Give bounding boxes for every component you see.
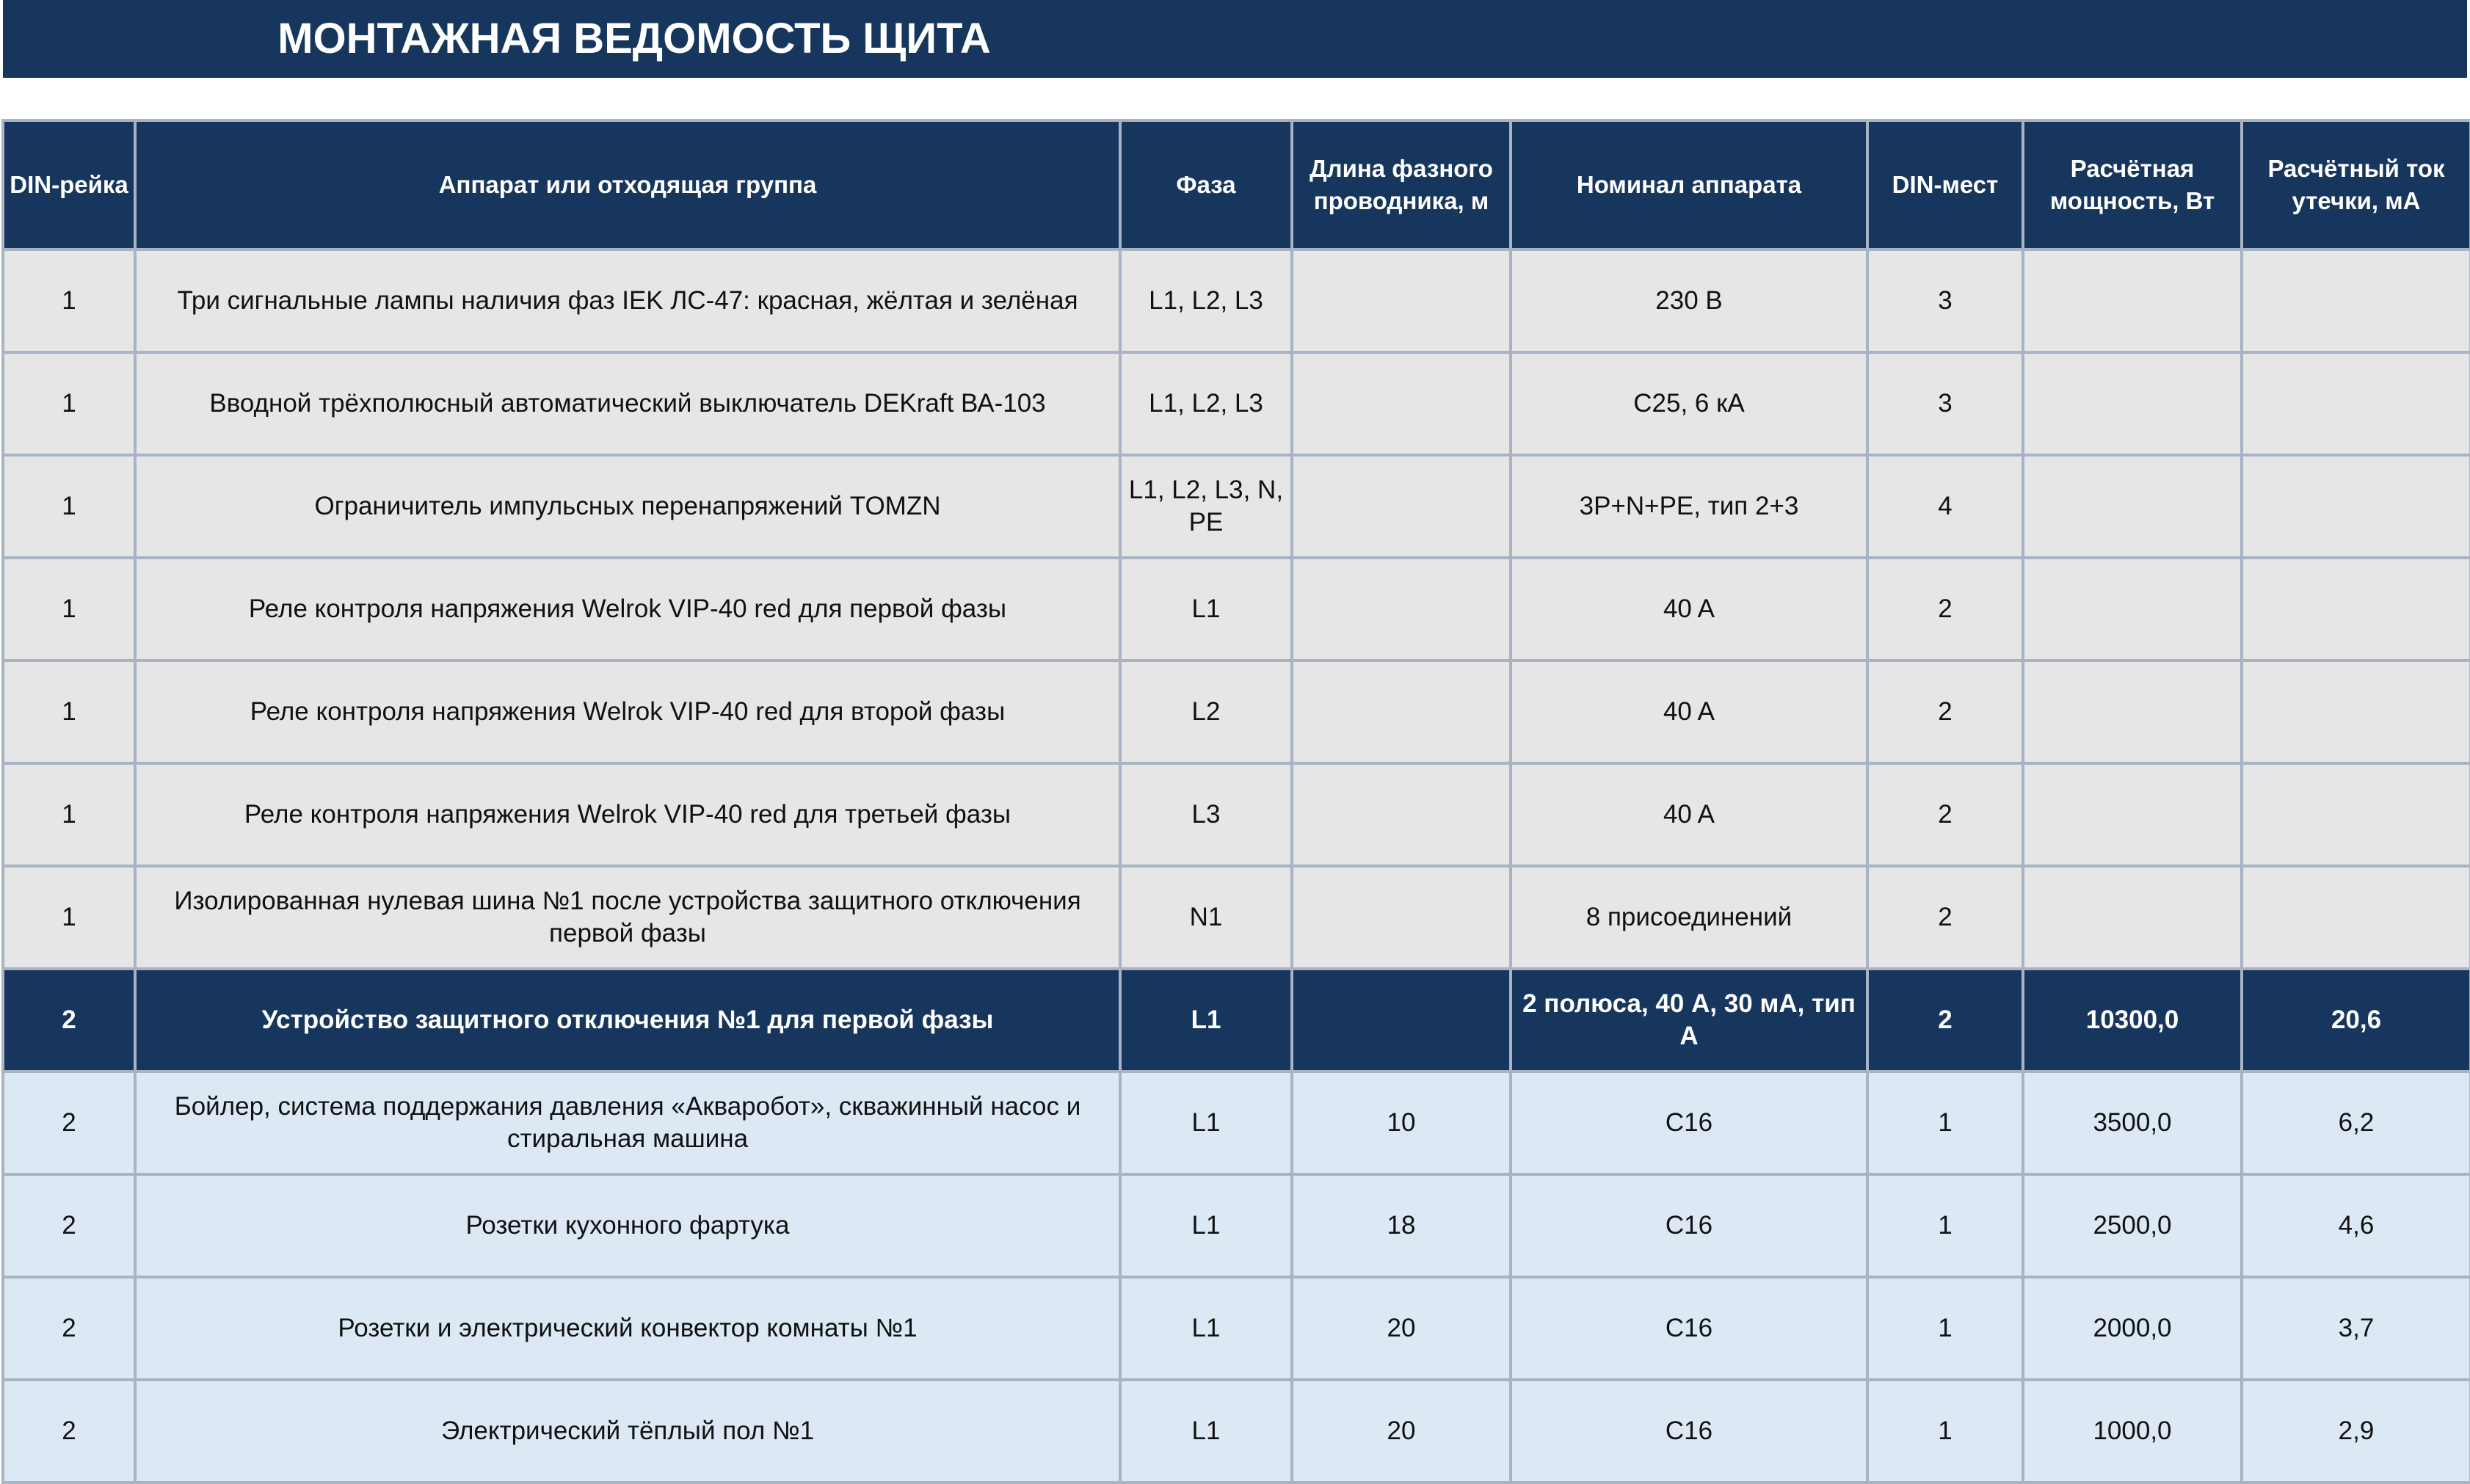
table-row (3, 558, 2470, 661)
cell-rating[interactable]: 40 A (1511, 763, 1867, 866)
col-power[interactable]: Расчётная мощность, Вт (2023, 120, 2242, 250)
cell-wire-length[interactable] (1292, 455, 1511, 558)
cell-phase[interactable]: L1 (1120, 558, 1292, 661)
cell-rating[interactable]: 230 В (1511, 250, 1867, 352)
cell-leakage[interactable] (2242, 455, 2470, 558)
cell-phase[interactable]: L2 (1120, 661, 1292, 763)
cell-din-rail[interactable]: 1 (3, 661, 135, 763)
cell-leakage[interactable] (2242, 558, 2470, 661)
table-row (3, 866, 2470, 969)
table-row (3, 455, 2470, 558)
cell-phase[interactable]: L1 (1120, 1174, 1292, 1277)
cell-wire-length[interactable] (1292, 352, 1511, 455)
table-row (3, 661, 2470, 763)
cell-wire-length[interactable]: 18 (1292, 1174, 1511, 1277)
cell-rating[interactable]: 40 A (1511, 661, 1867, 763)
cell-wire-length[interactable] (1292, 866, 1511, 969)
cell-leakage[interactable] (2242, 250, 2470, 352)
mounting-table (1, 119, 2470, 1484)
cell-din-places[interactable]: 1 (1867, 1072, 2023, 1174)
cell-wire-length[interactable]: 20 (1292, 1380, 1511, 1483)
cell-device[interactable]: Ограничитель импульсных перенапряжений TOMZN (135, 455, 1120, 558)
cell-wire-length[interactable] (1292, 763, 1511, 866)
cell-rating[interactable]: C16 (1511, 1277, 1867, 1380)
cell-din-places[interactable]: 2 (1867, 558, 2023, 661)
cell-power[interactable]: 2500,0 (2023, 1174, 2242, 1277)
cell-rating[interactable]: 3P+N+PE, тип 2+3 (1511, 455, 1867, 558)
cell-power[interactable] (2023, 352, 2242, 455)
cell-din-rail[interactable]: 2 (3, 1380, 135, 1483)
cell-phase[interactable]: L1, L2, L3 (1120, 250, 1292, 352)
cell-phase[interactable]: L1, L2, L3, N, PE (1120, 455, 1292, 558)
cell-leakage[interactable] (2242, 763, 2470, 866)
col-wire-length[interactable]: Длина фазного проводника, м (1292, 120, 1511, 250)
cell-device[interactable]: Три сигнальные лампы наличия фаз IEK ЛС-47: красная, жёлтая и зелёная (135, 250, 1120, 352)
sheet-title: МОНТАЖНАЯ ВЕДОМОСТЬ ЩИТА (277, 15, 991, 62)
cell-power[interactable]: 2000,0 (2023, 1277, 2242, 1380)
cell-phase[interactable]: L1 (1120, 969, 1292, 1072)
table-row (3, 352, 2470, 455)
cell-leakage[interactable] (2242, 661, 2470, 763)
cell-device[interactable]: Реле контроля напряжения Welrok VIP-40 red для второй фазы (135, 661, 1120, 763)
cell-power[interactable] (2023, 866, 2242, 969)
cell-din-places[interactable]: 2 (1867, 661, 2023, 763)
cell-leakage[interactable] (2242, 866, 2470, 969)
cell-power[interactable] (2023, 250, 2242, 352)
cell-rating[interactable]: 8 присоединений (1511, 866, 1867, 969)
cell-din-places[interactable]: 3 (1867, 352, 2023, 455)
cell-din-rail[interactable]: 1 (3, 558, 135, 661)
table-row (3, 1380, 2470, 1483)
cell-phase[interactable]: L1 (1120, 1072, 1292, 1174)
cell-leakage[interactable]: 20,6 (2242, 969, 2470, 1072)
col-rating[interactable]: Номинал аппарата (1511, 120, 1867, 250)
cell-device[interactable]: Розетки кухонного фартука (135, 1174, 1120, 1277)
cell-leakage[interactable]: 3,7 (2242, 1277, 2470, 1380)
cell-device[interactable]: Изолированная нулевая шина №1 после устройства защитного отключения первой фазы (135, 866, 1120, 969)
col-din-rail[interactable]: DIN-рейка (3, 120, 135, 250)
cell-din-rail[interactable]: 1 (3, 352, 135, 455)
cell-din-places[interactable]: 2 (1867, 969, 2023, 1072)
cell-din-places[interactable]: 2 (1867, 866, 2023, 969)
cell-din-places[interactable]: 4 (1867, 455, 2023, 558)
cell-din-rail[interactable]: 1 (3, 250, 135, 352)
cell-leakage[interactable]: 2,9 (2242, 1380, 2470, 1483)
cell-din-places[interactable]: 1 (1867, 1277, 2023, 1380)
cell-din-rail[interactable]: 1 (3, 455, 135, 558)
cell-wire-length[interactable] (1292, 969, 1511, 1072)
cell-phase[interactable]: L3 (1120, 763, 1292, 866)
cell-rating[interactable]: C16 (1511, 1072, 1867, 1174)
table-row (3, 1174, 2470, 1277)
cell-device[interactable]: Бойлер, система поддержания давления «Акваробот», скважинный насос и стиральная машина (135, 1072, 1120, 1174)
cell-din-rail[interactable]: 1 (3, 866, 135, 969)
cell-phase[interactable]: N1 (1120, 866, 1292, 969)
col-din-places[interactable]: DIN-мест (1867, 120, 2023, 250)
cell-din-rail[interactable]: 2 (3, 1174, 135, 1277)
table-row (3, 1072, 2470, 1174)
cell-device[interactable]: Реле контроля напряжения Welrok VIP-40 red для третьей фазы (135, 763, 1120, 866)
cell-power[interactable] (2023, 661, 2242, 763)
cell-rating[interactable]: 2 полюса, 40 А, 30 мА, тип А (1511, 969, 1867, 1072)
cell-wire-length[interactable] (1292, 250, 1511, 352)
cell-din-places[interactable]: 1 (1867, 1174, 2023, 1277)
cell-rating[interactable]: 40 A (1511, 558, 1867, 661)
cell-rating[interactable]: C16 (1511, 1380, 1867, 1483)
cell-phase[interactable]: L1, L2, L3 (1120, 352, 1292, 455)
cell-din-rail[interactable]: 2 (3, 1277, 135, 1380)
cell-wire-length[interactable]: 10 (1292, 1072, 1511, 1174)
cell-power[interactable] (2023, 558, 2242, 661)
cell-device[interactable]: Электрический тёплый пол №1 (135, 1380, 1120, 1483)
cell-din-rail[interactable]: 2 (3, 969, 135, 1072)
cell-wire-length[interactable] (1292, 558, 1511, 661)
cell-din-places[interactable]: 3 (1867, 250, 2023, 352)
cell-leakage[interactable]: 6,2 (2242, 1072, 2470, 1174)
cell-power[interactable]: 10300,0 (2023, 969, 2242, 1072)
table-row (3, 1277, 2470, 1380)
cell-leakage[interactable] (2242, 352, 2470, 455)
title-bar (3, 0, 2467, 78)
cell-din-rail[interactable]: 2 (3, 1072, 135, 1174)
cell-phase[interactable]: L1 (1120, 1380, 1292, 1483)
cell-device[interactable]: Устройство защитного отключения №1 для первой фазы (135, 969, 1120, 1072)
col-leakage[interactable]: Расчётный ток утечки, мА (2242, 120, 2470, 250)
cell-device[interactable]: Реле контроля напряжения Welrok VIP-40 red для первой фазы (135, 558, 1120, 661)
cell-din-places[interactable]: 1 (1867, 1380, 2023, 1483)
table-row (3, 763, 2470, 866)
cell-din-rail[interactable]: 1 (3, 763, 135, 866)
table-row (3, 250, 2470, 352)
col-phase[interactable]: Фаза (1120, 120, 1292, 250)
cell-power[interactable] (2023, 763, 2242, 866)
table-row-rcd-group (3, 969, 2470, 1072)
col-device[interactable]: Аппарат или отходящая группа (135, 120, 1120, 250)
cell-rating[interactable]: C16 (1511, 1174, 1867, 1277)
cell-device[interactable]: Вводной трёхполюсный автоматический выключатель DEKraft ВА-103 (135, 352, 1120, 455)
cell-rating[interactable]: C25, 6 кА (1511, 352, 1867, 455)
cell-power[interactable] (2023, 455, 2242, 558)
cell-device[interactable]: Розетки и электрический конвектор комнаты №1 (135, 1277, 1120, 1380)
cell-wire-length[interactable] (1292, 661, 1511, 763)
header-row (3, 120, 2470, 250)
cell-din-places[interactable]: 2 (1867, 763, 2023, 866)
cell-power[interactable]: 1000,0 (2023, 1380, 2242, 1483)
cell-phase[interactable]: L1 (1120, 1277, 1292, 1380)
cell-power[interactable]: 3500,0 (2023, 1072, 2242, 1174)
cell-leakage[interactable]: 4,6 (2242, 1174, 2470, 1277)
cell-wire-length[interactable]: 20 (1292, 1277, 1511, 1380)
